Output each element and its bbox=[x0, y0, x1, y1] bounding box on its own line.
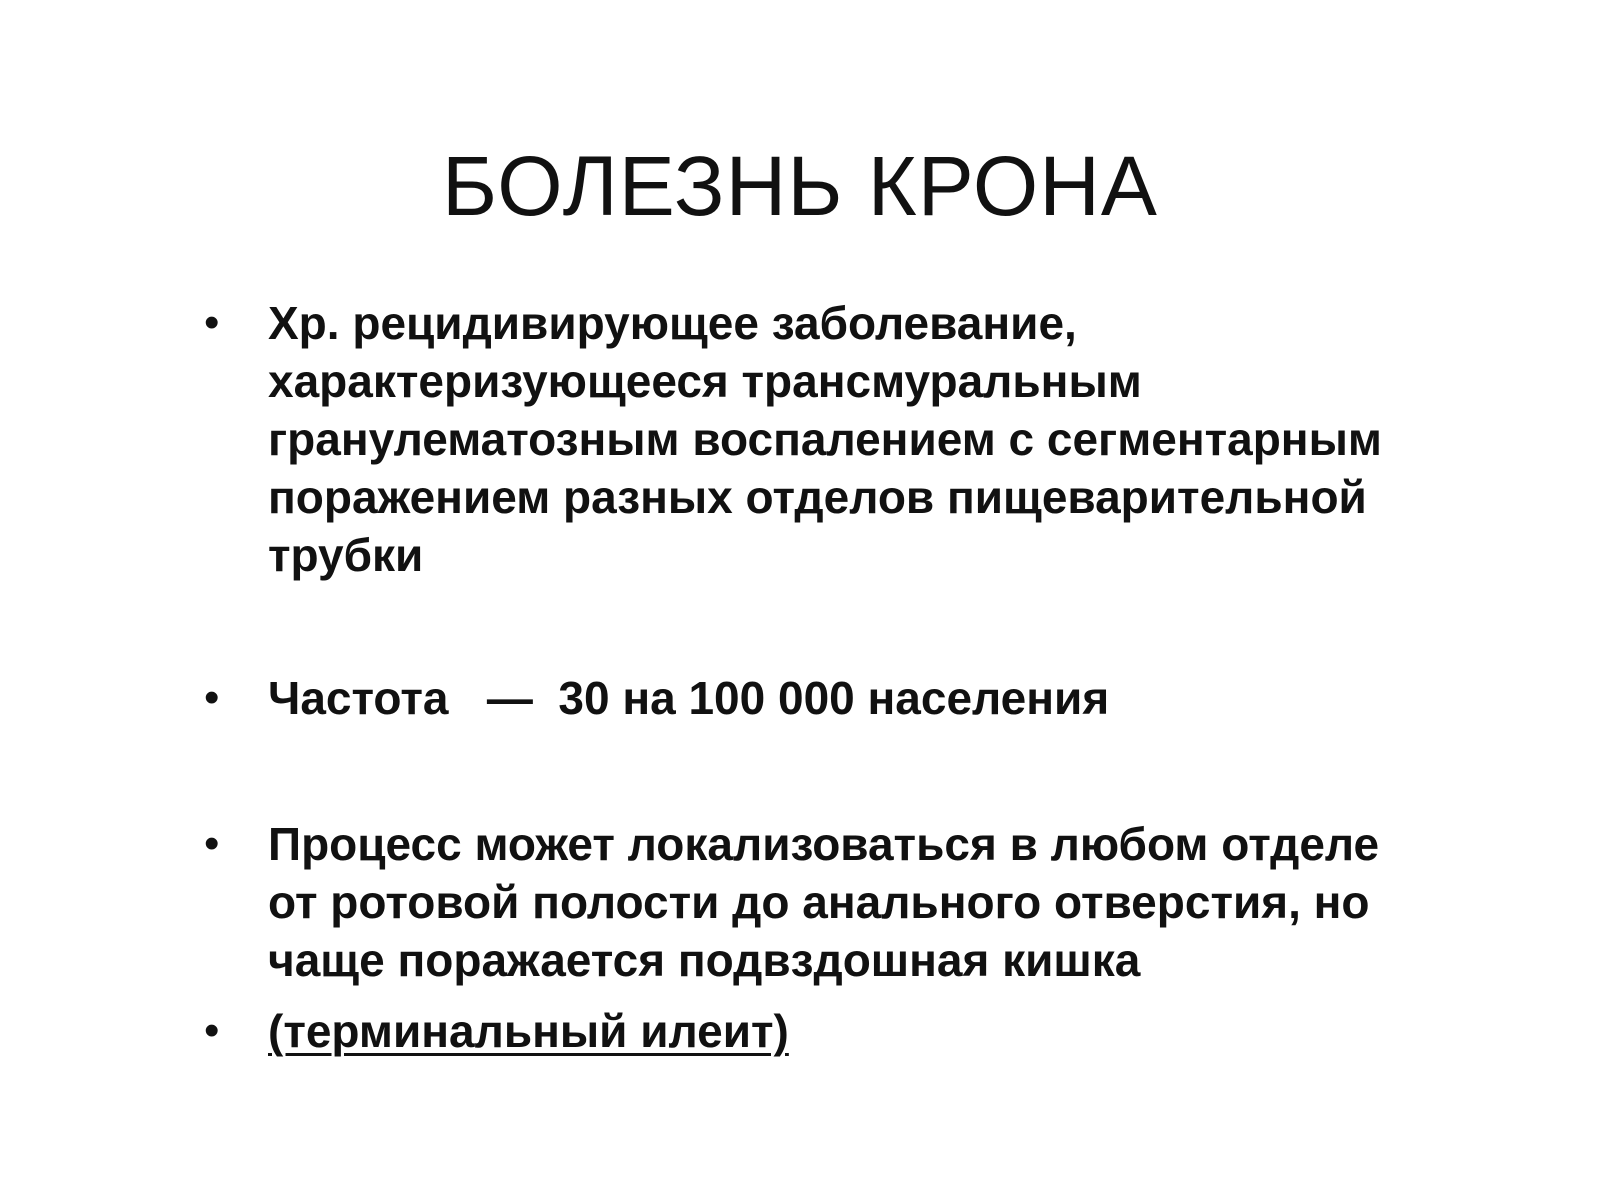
bullet-item-terminal-ileitis bbox=[200, 1002, 1550, 1060]
bullet-dot-icon: • bbox=[204, 298, 220, 347]
bullet-text-terminal-ileitis: (терминальный илеит) bbox=[268, 1005, 789, 1057]
bullet-dot-icon: • bbox=[204, 1006, 220, 1055]
bullet-dot-icon: • bbox=[204, 819, 220, 868]
slide-title: БОЛЕЗНЬ КРОНА bbox=[442, 139, 1158, 233]
bullet-text-definition: Хр. рецидивирующее заболевание, характеризующееся трансмуральным гранулематозным воспалением с сегментарным поражением разных отделов пищеварительной трубки bbox=[268, 297, 1382, 581]
bullet-text-localization: Процесс может локализоваться в любом отделе от ротовой полости до анального отверстия, но чаще поражается подвздошная кишка bbox=[268, 818, 1380, 986]
bullet-item-frequency bbox=[200, 669, 1550, 727]
bullet-text-frequency: Частота — 30 на 100 000 населения bbox=[268, 672, 1110, 724]
bullet-item-localization bbox=[200, 815, 1550, 989]
bullet-dot-icon: • bbox=[204, 673, 220, 722]
bullet-item-definition bbox=[200, 294, 1550, 584]
